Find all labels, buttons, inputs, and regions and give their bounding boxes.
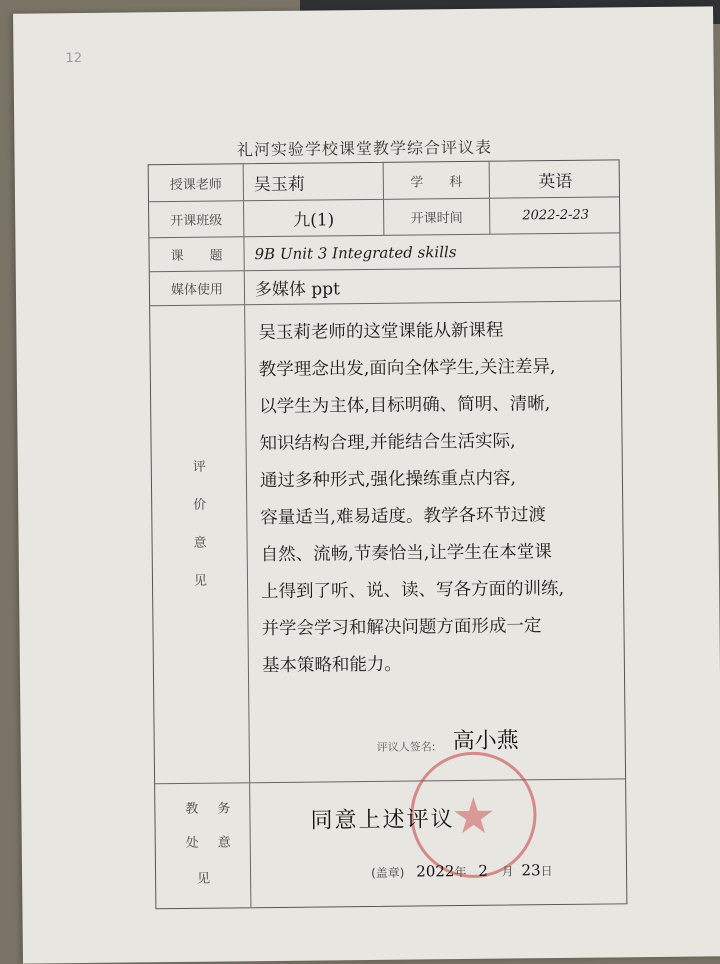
office-label-char: 意 — [217, 835, 231, 851]
comment-line: 教学理念出发,面向全体学生,关注差异, — [258, 357, 556, 381]
class-value: 九(1) — [244, 200, 384, 236]
comment-line: 以学生为主体,目标明确、简明、清晰, — [259, 394, 551, 418]
row-topic — [149, 233, 619, 272]
class-label: 开课班级 — [149, 201, 244, 237]
office-label-char: 见 — [197, 871, 211, 887]
time-label: 开课时间 — [384, 199, 490, 235]
subject-value: 英语 — [538, 171, 573, 192]
evaluation-label-char: 评 — [192, 459, 206, 475]
topic-value: 9B Unit 3 Integrated skills — [254, 242, 457, 263]
topic-label: 课 题 — [149, 237, 244, 271]
page-number: 12 — [65, 50, 83, 67]
evaluation-label-char: 价 — [193, 497, 207, 513]
office-label-column — [155, 783, 251, 908]
comment-line: 通过多种形式,强化操练重点内容, — [259, 468, 517, 492]
comment-line: 上得到了听、说、读、写各方面的训练, — [261, 578, 565, 603]
media-value: 多媒体 ppt — [254, 279, 341, 301]
comment-line: 并学会学习和解决问题方面形成一定 — [261, 616, 542, 640]
evaluation-comment — [258, 311, 622, 685]
office-approval-text: 同意上述评议 — [310, 807, 455, 834]
row-teacher — [149, 160, 619, 202]
evaluation-label-column — [150, 305, 250, 783]
date-month-unit: 月 — [501, 864, 514, 879]
seal-date-line — [371, 861, 553, 881]
seal-label: (盖章) — [370, 865, 405, 880]
signer-label: 评议人签名: — [376, 740, 436, 754]
date-day-unit: 日 — [540, 864, 553, 879]
subject-label: 学 科 — [384, 162, 490, 199]
teacher-label: 授课老师 — [149, 164, 244, 201]
form-sheet — [13, 6, 720, 963]
row-class — [149, 197, 619, 238]
date-month: 2 — [478, 861, 488, 880]
comment-line: 吴玉莉老师的这堂课能从新课程 — [258, 320, 504, 344]
row-office — [155, 779, 626, 908]
row-media — [150, 267, 620, 306]
evaluation-form-table — [148, 159, 628, 909]
comment-line: 自然、流畅,节奏恰当,让学生在本堂课 — [260, 542, 552, 566]
comment-line: 容量适当,难易适度。教学各环节过渡 — [260, 505, 546, 529]
date-day: 23 — [521, 861, 541, 880]
evaluation-label-char: 见 — [193, 573, 208, 589]
office-label-char: 教 — [185, 801, 199, 817]
office-label-char: 处 — [185, 835, 199, 851]
teacher-value: 吴玉莉 — [244, 163, 384, 200]
evaluation-label-char: 意 — [193, 535, 207, 551]
comment-line: 基本策略和能力。 — [261, 654, 402, 677]
office-label-char: 务 — [217, 801, 231, 817]
seal-star-icon — [453, 797, 493, 837]
comment-line: 知识结构合理,并能结合生活实际, — [259, 431, 516, 455]
date-year: 2022 — [416, 862, 455, 881]
time-value: 2022-2-23 — [522, 207, 590, 224]
signer-signature: 高小燕 — [452, 728, 519, 755]
date-year-unit: 年 — [454, 864, 467, 880]
row-evaluation — [150, 301, 625, 784]
media-label: 媒体使用 — [150, 271, 245, 305]
form-title: 礼河实验学校课堂教学综合评议表 — [236, 137, 493, 160]
